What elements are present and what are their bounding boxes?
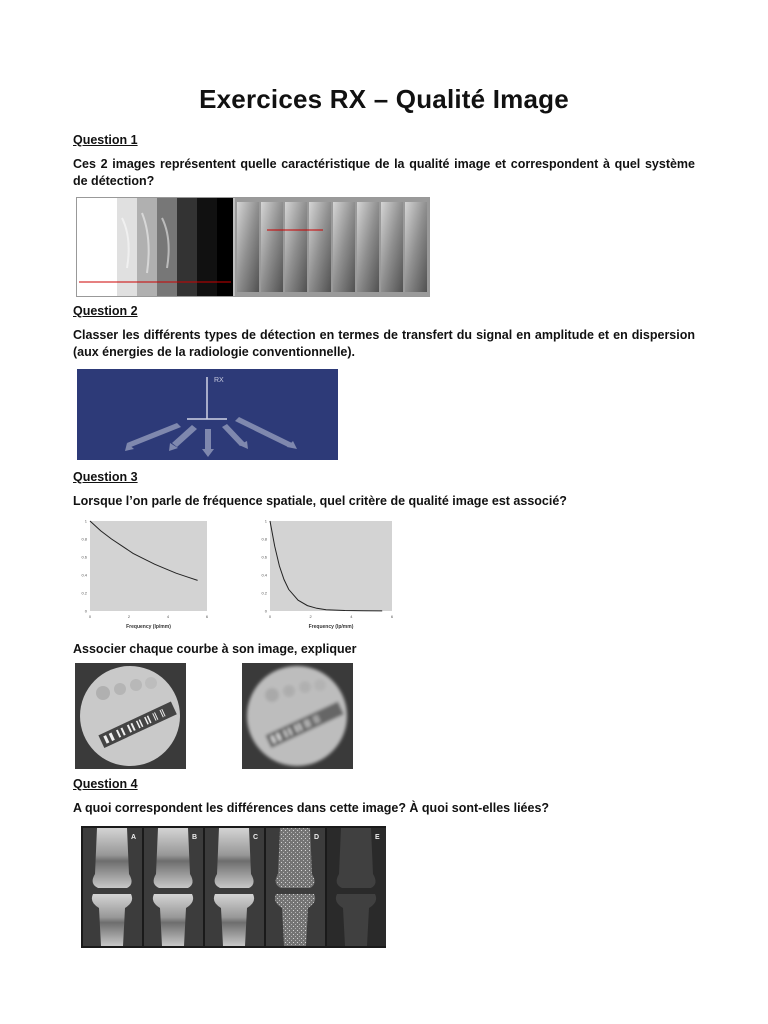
question-3-followup: Associer chaque courbe à son image, expliquer (73, 642, 357, 656)
question-2-text: Classer les différents types de détection en termes de transfert du signal en amplitude et en dispersion (aux énergies de la radiologie conventionnelle). (73, 328, 695, 359)
plot-area (270, 521, 392, 611)
knee-panel (83, 828, 142, 946)
mtf-chart-2 (253, 518, 398, 634)
x-tick-label: 6 (390, 614, 394, 619)
y-tick-label: 0.6 (261, 554, 267, 560)
y-tick-label: 0.2 (261, 590, 267, 596)
question-3-heading: Question 3 (73, 470, 138, 484)
y-tick-label: 0.8 (81, 536, 87, 542)
question-1-text: Ces 2 images représentent quelle caractéristique de la qualité image et correspondent à quel système de détection? (73, 157, 695, 188)
phantom-image-blurred (242, 663, 353, 769)
x-tick-label: 0 (268, 614, 272, 619)
knee-panel (327, 828, 386, 946)
question-1-heading: Question 1 (73, 133, 138, 147)
x-tick-label: 0 (88, 614, 92, 619)
y-tick-label: 0.8 (261, 536, 267, 542)
panel-label: E (375, 834, 380, 841)
y-tick-label: 1 (84, 518, 87, 524)
question-4-text: A quoi correspondent les différences dans cette image? À quoi sont-elles liées? (73, 801, 550, 815)
x-tick-label: 6 (205, 614, 209, 619)
x-tick-label: 2 (309, 614, 312, 619)
panel-label: C (253, 834, 259, 841)
y-tick-label: 0 (84, 608, 87, 614)
phantom-image-sharp (75, 663, 186, 769)
y-tick-label: 0.2 (81, 590, 87, 596)
x-axis-label: Frequency (lp/mm) (308, 624, 354, 630)
knee-panel (266, 828, 325, 946)
x-tick-label: 2 (127, 614, 131, 619)
mtf-chart-1 (73, 518, 213, 634)
y-tick-label: 0.6 (81, 554, 87, 560)
panel-label: A (131, 834, 137, 841)
x-axis-label: Frequency (lp/mm) (126, 624, 171, 630)
question-4-heading: Question 4 (73, 777, 138, 791)
knee-panel (144, 828, 203, 946)
detection-diagram (77, 369, 338, 460)
panel-label: D (314, 834, 320, 841)
page-title: Exercices RX – Qualité Image (199, 84, 569, 114)
y-tick-label: 0.4 (81, 572, 87, 578)
exposure-comparison-figure (76, 197, 430, 297)
rx-label: RX (214, 377, 224, 384)
y-tick-label: 1 (264, 518, 267, 524)
x-tick-label: 4 (350, 614, 353, 619)
y-tick-label: 0.4 (261, 572, 267, 578)
panel-label: B (192, 834, 198, 841)
y-tick-label: 0 (264, 608, 267, 614)
question-3-text: Lorsque l’on parle de fréquence spatiale, quel critère de qualité image est associé? (73, 494, 567, 508)
x-tick-label: 4 (166, 614, 170, 619)
knee-xray-panels (81, 826, 386, 948)
plot-area (90, 521, 207, 611)
question-2-heading: Question 2 (73, 304, 138, 318)
knee-panel (205, 828, 264, 946)
